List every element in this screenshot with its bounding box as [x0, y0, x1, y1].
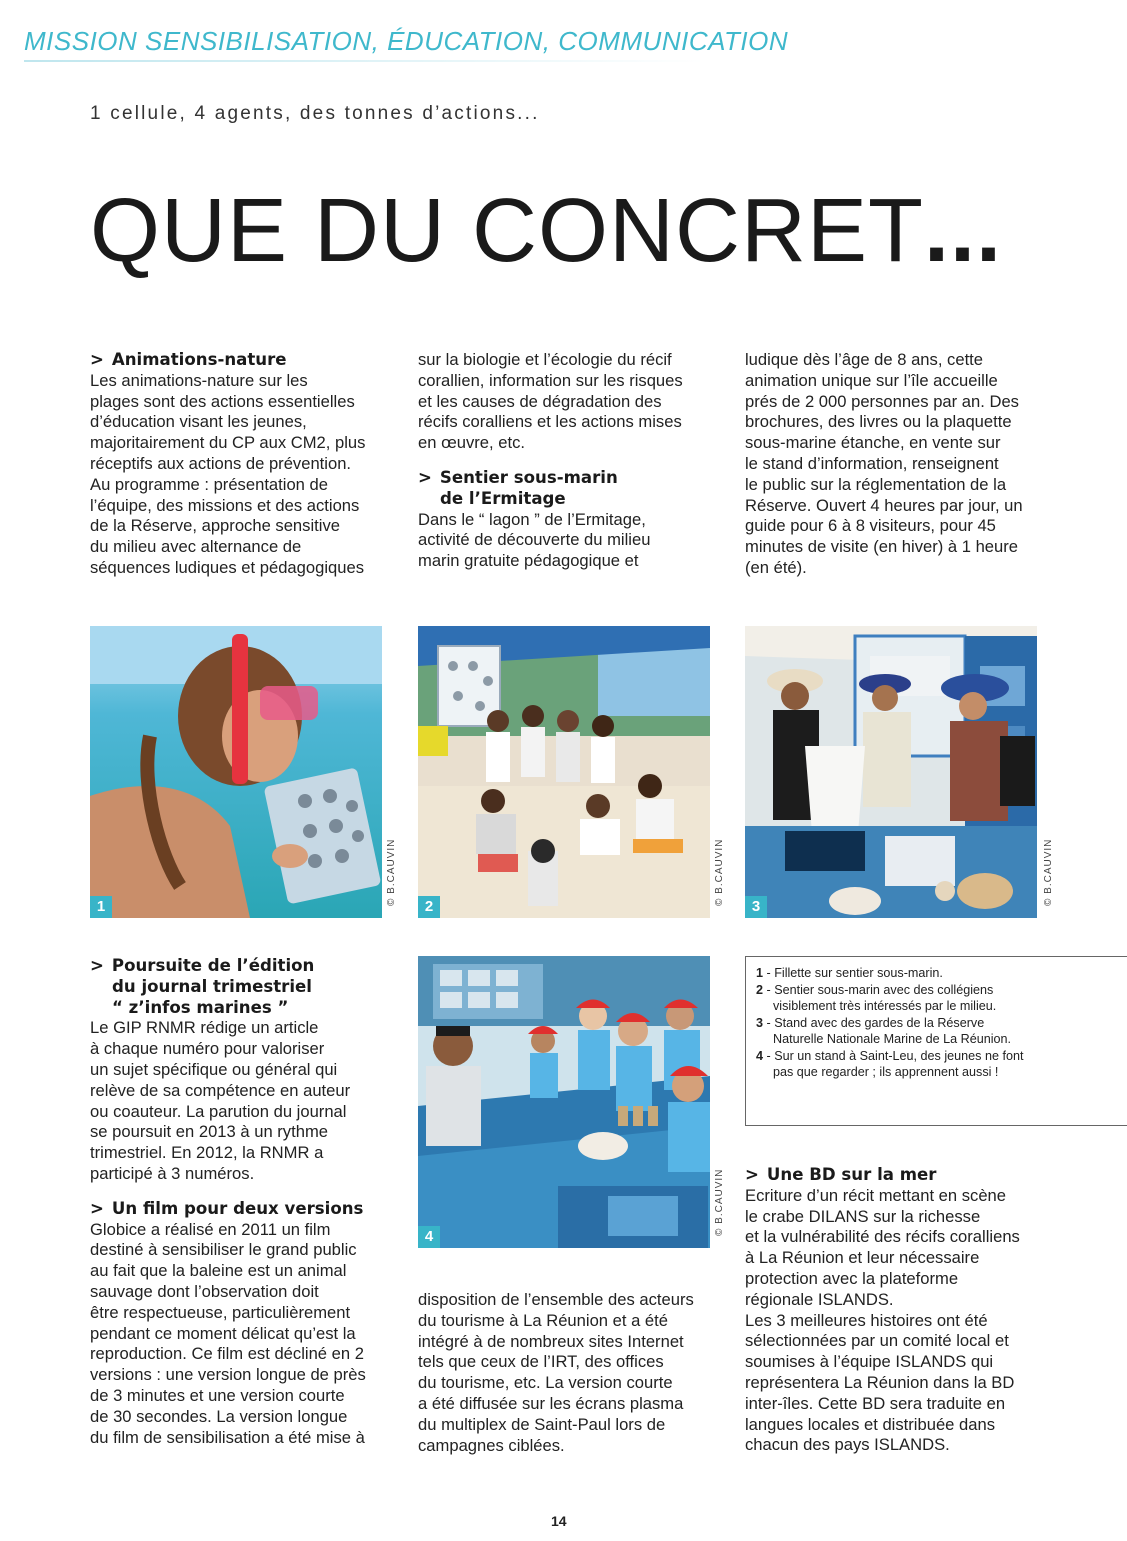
text-line: sur la biologie et l’écologie du récif — [418, 350, 672, 369]
text-line: plages sont des actions essentielles — [90, 391, 355, 411]
photo-number-badge: 1 — [90, 896, 112, 918]
text-line: brochures, des livres ou la plaquette — [745, 412, 1012, 432]
photo-credit: © B.CAUVIN — [386, 838, 397, 906]
text-line: ou coauteur. La parution du journal — [90, 1101, 347, 1121]
page-title-text: QUE DU CONCRET — [90, 181, 925, 281]
text-line: activité de découverte du milieu — [418, 530, 651, 550]
text-line: l’équipe, des missions et des actions — [90, 495, 360, 515]
text-line: Les animations-nature sur les — [90, 370, 308, 390]
film-text — [90, 1220, 395, 1449]
text-line: de la Réserve, approche sensitive — [90, 516, 340, 536]
photo-credit: © B.CAUVIN — [714, 1168, 725, 1236]
text-line: réceptifs aux actions de prévention. — [90, 453, 352, 473]
text-line: langues locales et distribuée dans — [745, 1414, 995, 1434]
photo-reserve-stand — [745, 626, 1037, 918]
column-2-top — [418, 350, 723, 572]
text-line: animation unique sur l’île accueille — [745, 370, 998, 390]
chevron-right-icon: > — [418, 467, 432, 487]
section-title: MISSION SENSIBILISATION, ÉDUCATION, COMMUNICATION — [24, 26, 789, 56]
text-line: Au programme : présentation de — [90, 474, 328, 494]
text-line: protection avec la plateforme — [745, 1268, 959, 1288]
page-title-dots: ... — [924, 181, 1003, 281]
text-line: du tourisme, etc. La version courte — [418, 1373, 673, 1393]
text-line: (en été). — [745, 557, 807, 577]
text-line: a été diffusée sur les écrans plasma — [418, 1393, 684, 1413]
text-line: à chaque numéro pour valoriser — [90, 1039, 325, 1059]
caption-item: 2 - Sentier sous-marin avec des collégiens visiblement très intéressés par le milieu. — [756, 982, 997, 1013]
sentier-text-continued — [745, 350, 1065, 579]
text-line: corallien, information sur les risques — [418, 370, 683, 390]
text-line: trimestriel. En 2012, la RNMR a — [90, 1143, 324, 1163]
photo-number-badge: 3 — [745, 896, 767, 918]
text-line: être respectueuse, particulièrement — [90, 1302, 351, 1322]
column-1-bottom — [90, 956, 395, 1448]
text-line: chacun des pays ISLANDS. — [745, 1435, 950, 1455]
text-line: intégré à de nombreux sites Internet — [418, 1331, 684, 1351]
chevron-right-icon: > — [90, 350, 104, 369]
text-line: versions : une version longue de près — [90, 1365, 366, 1385]
text-line: en œuvre, etc. — [418, 433, 525, 453]
text-line: et la vulnérabilité des récifs coralliens — [745, 1227, 1020, 1247]
page-title — [90, 181, 1003, 281]
text-line: Globice a réalisé en 2011 un film — [90, 1219, 331, 1239]
animations-text-continued — [418, 350, 723, 454]
text-line: campagnes ciblées. — [418, 1435, 565, 1455]
page-subtitle: 1 cellule, 4 agents, des tonnes d’actions... — [90, 103, 540, 124]
sentier-text — [418, 510, 723, 572]
caption-item: 4 - Sur un stand à Saint-Leu, des jeunes ne font pas que regarder ; ils apprennent aussi ! — [756, 1048, 1024, 1079]
text-line: le public sur la réglementation de la — [745, 474, 1007, 494]
journal-text — [90, 1018, 395, 1184]
bd-section — [745, 1165, 1065, 1456]
film-text-continued — [418, 1290, 723, 1456]
header-divider — [24, 60, 704, 62]
text-line: tels que ceux de l’IRT, des offices — [418, 1352, 664, 1372]
text-line: guide pour 6 à 8 visiteurs, pour 45 — [745, 516, 996, 536]
text-line: Dans le “ lagon ” de l’Ermitage, — [418, 509, 646, 529]
column-2-bottom — [418, 1290, 723, 1456]
text-line: représentera La Réunion dans la BD — [745, 1372, 1015, 1392]
text-line: séquences ludiques et pédagogiques — [90, 557, 365, 577]
chevron-right-icon: > — [90, 956, 104, 975]
text-line: le stand d’information, renseignent — [745, 453, 999, 473]
text-line: de 30 secondes. La version longue — [90, 1406, 348, 1426]
text-line: Ecriture d’un récit mettant en scène — [745, 1185, 1007, 1205]
film-heading: > Un film pour deux versions — [90, 1198, 364, 1218]
photo-students-beach — [418, 626, 710, 918]
text-line: un sujet spécifique ou général qui — [90, 1059, 338, 1079]
journal-heading: > Poursuite de l’édition du journal trimestriel “ z’infos marines ” — [90, 956, 315, 1017]
text-line: du tourisme à La Réunion et a été — [418, 1310, 668, 1330]
text-line: à La Réunion et leur nécessaire — [745, 1248, 980, 1268]
text-line: régionale ISLANDS. — [745, 1289, 894, 1309]
photo-credit: © B.CAUVIN — [1043, 838, 1054, 906]
animations-heading: > Animations-nature — [90, 350, 287, 369]
text-line: se poursuit en 2013 à un rythme — [90, 1122, 328, 1142]
text-line: du film de sensibilisation a été mise à — [90, 1427, 365, 1447]
text-line: Le GIP RNMR rédige un article — [90, 1018, 319, 1038]
text-line: ludique dès l’âge de 8 ans, cette — [745, 350, 984, 369]
text-line: prés de 2 000 personnes par an. Des — [745, 391, 1019, 411]
text-line: le crabe DILANS sur la richesse — [745, 1206, 981, 1226]
text-line: sauvage dont l’observation doit — [90, 1281, 319, 1301]
text-line: récifs coralliens et les actions mises — [418, 412, 682, 432]
text-line: marin gratuite pédagogique et — [418, 551, 639, 571]
chevron-right-icon: > — [745, 1165, 759, 1184]
text-line: de 3 minutes et une version courte — [90, 1385, 345, 1405]
animations-text — [90, 371, 395, 579]
text-line: Réserve. Ouvert 4 heures par jour, un — [745, 495, 1023, 515]
text-line: participé à 3 numéros. — [90, 1163, 255, 1183]
sentier-heading: > Sentier sous-marin de l’Ermitage — [418, 467, 618, 508]
text-line: soumises à l’équipe ISLANDS qui — [745, 1352, 994, 1372]
text-line: du milieu avec alternance de — [90, 537, 302, 557]
text-line: au fait que la baleine est un animal — [90, 1261, 347, 1281]
text-line: destiné à sensibiliser le grand public — [90, 1240, 357, 1260]
caption-item: 3 - Stand avec des gardes de la Réserve Naturelle Nationale Marine de La Réunion. — [756, 1015, 1012, 1046]
text-line: sous-marine étanche, en vente sur — [745, 433, 1001, 453]
photo-girl-snorkel — [90, 626, 382, 918]
text-line: reproduction. Ce film est décliné en 2 — [90, 1344, 364, 1364]
animations-section — [90, 350, 395, 579]
photo-captions-box — [745, 956, 1127, 1126]
photo-credit: © B.CAUVIN — [714, 838, 725, 906]
text-line: d’éducation visant les jeunes, — [90, 412, 307, 432]
caption-item: 1 - Fillette sur sentier sous-marin. — [756, 966, 943, 980]
text-line: majoritairement du CP aux CM2, plus — [90, 433, 366, 453]
text-line: sélectionnées par un comité local et — [745, 1331, 1009, 1351]
text-line: disposition de l’ensemble des acteurs — [418, 1290, 694, 1309]
text-line: relève de sa compétence en auteur — [90, 1080, 351, 1100]
column-3-top — [745, 350, 1065, 579]
page-number: 14 — [551, 1513, 567, 1529]
text-line: et les causes de dégradation des — [418, 391, 662, 411]
text-line: du multiplex de Saint-Paul lors de — [418, 1414, 666, 1434]
text-line: Les 3 meilleures histoires ont été — [745, 1310, 988, 1330]
photo-kids-stand — [418, 956, 710, 1248]
photo-number-badge: 2 — [418, 896, 440, 918]
text-line: inter-îles. Cette BD sera traduite en — [745, 1393, 1006, 1413]
text-line: pendant ce moment délicat qu’est la — [90, 1323, 356, 1343]
text-line: minutes de visite (en hiver) à 1 heure — [745, 537, 1019, 557]
bd-text — [745, 1186, 1065, 1456]
photo-number-badge: 4 — [418, 1226, 440, 1248]
chevron-right-icon: > — [90, 1198, 104, 1218]
bd-heading: > Une BD sur la mer — [745, 1165, 937, 1184]
